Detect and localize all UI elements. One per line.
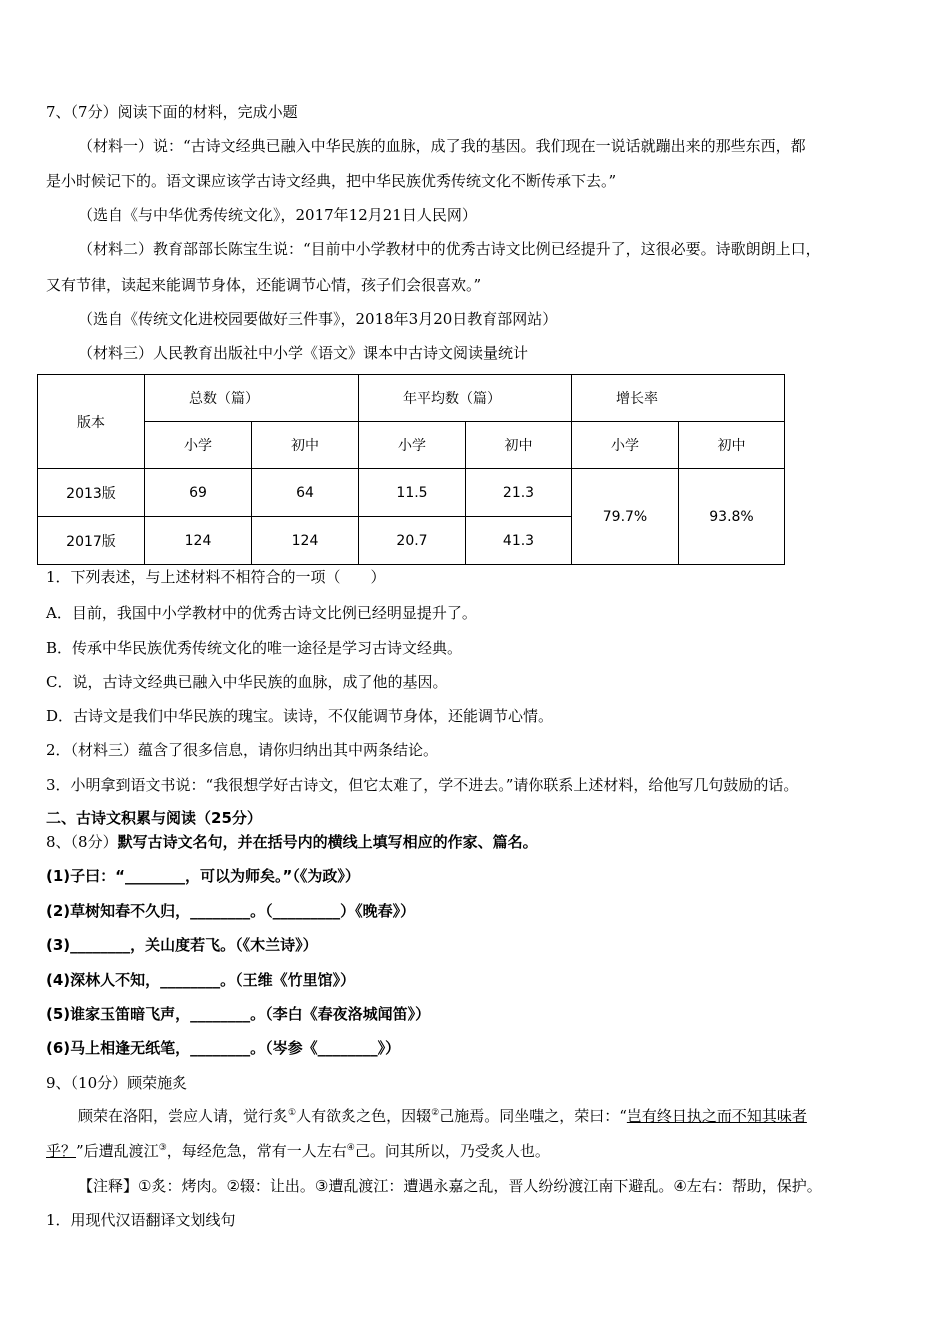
option-a: A．目前，我国中小学教材中的优秀古诗文比例已经明显提升了。 xyxy=(46,604,477,622)
table-cell: 11.5 xyxy=(359,469,466,517)
annual-average-header: 年平均数（篇） xyxy=(359,375,572,422)
q9-subquestion-1: 1．用现代汉语翻译文划线句 xyxy=(46,1211,236,1229)
q7-subquestion-3: 3．小明拿到语文书说：“我很想学好古诗文，但它太难了，学不进去。”请你联系上述材料，给他写几句鼓励的话。 xyxy=(46,776,799,794)
underlined-sentence-end: 乎？ xyxy=(46,1142,77,1160)
q7-subquestion-2: 2．（材料三）蕴含了很多信息，请你归纳出其中两条结论。 xyxy=(46,741,439,759)
total-middle-header: 初中 xyxy=(252,422,359,469)
passage-text: ，每经危急，常有一人左右 xyxy=(166,1142,347,1160)
q8-line-1: (1)子曰：“________，可以为师矣。”（《为政》） xyxy=(46,867,360,885)
total-header: 总数（篇） xyxy=(145,375,359,422)
q7-heading: 7、（7分）阅读下面的材料，完成小题 xyxy=(46,103,298,121)
growth-rate-header: 增长率 xyxy=(572,375,785,422)
q9-notes: 【注释】①炙：烤肉。②辍：让出。③遭乱渡江：遭遇永嘉之乱，晋人纷纷渡江南下避乱。④左右：帮助，保护。 xyxy=(78,1177,822,1195)
q8-instruction: 默写古诗文名句，并在括号内的横线上填写相应的作家、篇名。 xyxy=(117,833,538,851)
growth-middle-header: 初中 xyxy=(679,422,785,469)
reading-stats-table xyxy=(37,374,785,565)
material2-source: （选自《传统文化进校园要做好三件事》，2018年3月20日教育部网站） xyxy=(78,310,558,328)
footnote-marker: ④ xyxy=(346,1143,355,1153)
table-cell: 20.7 xyxy=(359,517,466,565)
average-primary-header: 小学 xyxy=(359,422,466,469)
table-row xyxy=(38,469,785,517)
total-primary-header: 小学 xyxy=(145,422,252,469)
option-d: D．古诗文是我们中华民族的瑰宝。读诗，不仅能调节身体，还能调节心情。 xyxy=(46,707,554,725)
material2-line1: （材料二）教育部部长陈宝生说：“目前中小学教材中的优秀古诗文比例已经提升了，这很必要。诗歌朗朗上口， xyxy=(78,240,821,258)
passage-text: 顾荣在洛阳，尝应人请，觉行炙 xyxy=(78,1107,289,1125)
material3-title: （材料三）人民教育出版社中小学《语文》课本中古诗文阅读量统计 xyxy=(78,344,529,362)
growth-middle-cell: 93.8% xyxy=(679,469,785,565)
q8-heading xyxy=(46,832,538,852)
material2-line2: 又有节律，读起来能调节身体，还能调节心情，孩子们会很喜欢。” xyxy=(46,276,482,294)
underlined-sentence: 岂有终日执之而不知其味者 xyxy=(626,1107,807,1125)
footnote-marker: ① xyxy=(288,1108,297,1118)
q7-subquestion-1: 1．下列表述，与上述材料不相符合的一项（ ） xyxy=(46,568,386,586)
q8-line-4: (4)深林人不知，________。（王维《竹里馆》） xyxy=(46,971,356,989)
q9-passage-line1 xyxy=(78,1106,807,1126)
edition-header: 版本 xyxy=(38,375,145,469)
table-cell: 124 xyxy=(145,517,252,565)
passage-text: 己施焉。同坐嗤之，荣曰：“ xyxy=(439,1107,627,1125)
material1-line1: （材料一）说：“古诗文经典已融入中华民族的血脉，成了我的基因。我们现在一说话就蹦出来的那些东西，都 xyxy=(78,137,806,155)
q8-line-3: (3)________，关山度若飞。（《木兰诗》） xyxy=(46,936,318,954)
q8-number: 8、（8分） xyxy=(46,833,118,851)
growth-primary-header: 小学 xyxy=(572,422,679,469)
material1-line2: 是小时候记下的。语文课应该学古诗文经典，把中华民族优秀传统文化不断传承下去。” xyxy=(46,172,617,190)
edition-cell: 2017版 xyxy=(38,517,145,565)
table-cell: 41.3 xyxy=(466,517,572,565)
material1-source: （选自《与中华优秀传统文化》，2017年12月21日人民网） xyxy=(78,206,477,224)
footnote-marker: ② xyxy=(431,1108,440,1118)
table-cell: 64 xyxy=(252,469,359,517)
edition-cell: 2013版 xyxy=(38,469,145,517)
q8-line-6: (6)马上相逢无纸笔，________。（岑参《________》） xyxy=(46,1039,401,1057)
average-middle-header: 初中 xyxy=(466,422,572,469)
q9-passage-line2 xyxy=(46,1141,550,1161)
passage-text: 己。问其所以，乃受炙人也。 xyxy=(354,1142,550,1160)
section-2-heading: 二、古诗文积累与阅读（25分） xyxy=(46,809,262,827)
table-cell: 124 xyxy=(252,517,359,565)
footnote-marker: ③ xyxy=(158,1143,167,1153)
option-c: C．说，古诗文经典已融入中华民族的血脉，成了他的基因。 xyxy=(46,673,448,691)
q8-line-2: (2)草树知春不久归，________。（_________）《晚春》） xyxy=(46,902,416,920)
q8-line-5: (5)谁家玉笛暗飞声，________。（李白《春夜洛城闻笛》） xyxy=(46,1005,431,1023)
table-cell: 69 xyxy=(145,469,252,517)
growth-primary-cell: 79.7% xyxy=(572,469,679,565)
q9-heading: 9、（10分）顾荣施炙 xyxy=(46,1074,188,1092)
passage-text: ”后遭乱渡江 xyxy=(76,1142,159,1160)
passage-text: 人有欲炙之色，因辍 xyxy=(296,1107,432,1125)
option-b: B．传承中华民族优秀传统文化的唯一途径是学习古诗文经典。 xyxy=(46,639,463,657)
table-cell: 21.3 xyxy=(466,469,572,517)
